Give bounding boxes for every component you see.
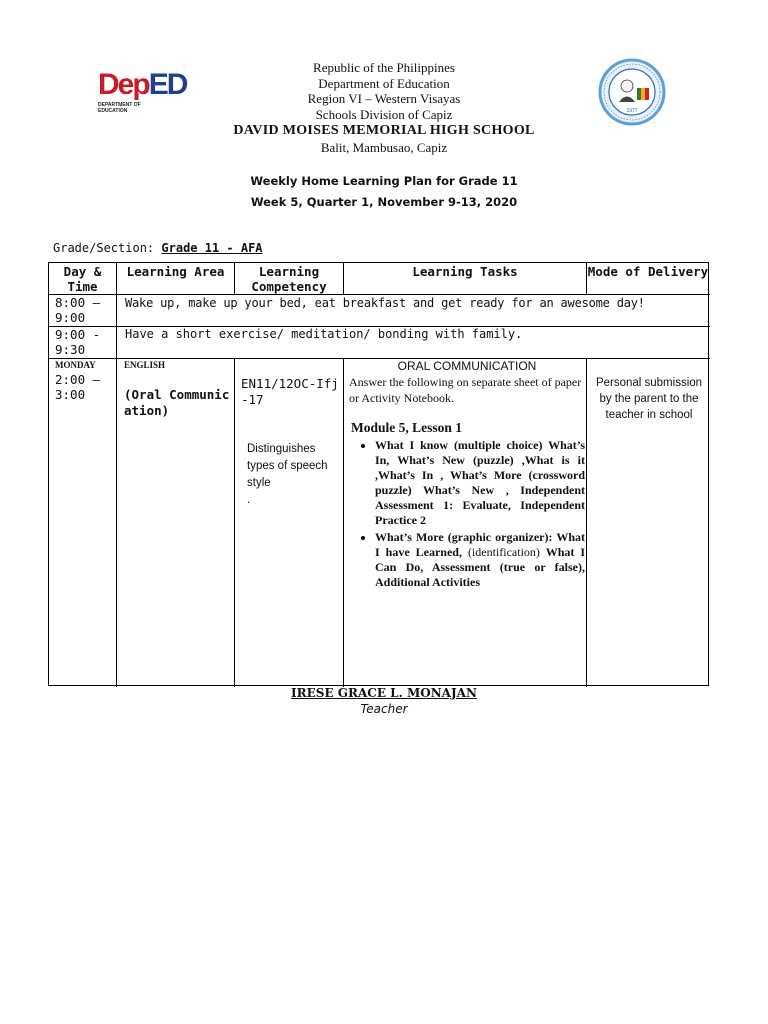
task-item-2c: What I Can Do, Assessment (true or false), Additional Activities: [375, 545, 586, 589]
competency-dot: .: [247, 494, 251, 506]
seal-year: 1977: [626, 108, 638, 114]
task-item-1: • What I know (multiple choice) What’s In, What’s New (puzzle) ,What is it ,What’s In , What’s More (crossword puzzle) What’s New , Independent Assessment 1: Evaluate, Independent Practice 2: [375, 438, 585, 528]
learning-plan-table: [48, 262, 709, 686]
row3-area-code: ENGLISH: [124, 360, 166, 370]
plan-title-block: [0, 171, 768, 213]
row3-competency-code: EN11/12OC-Ifj-17: [241, 376, 339, 407]
header-day-time: Day & Time: [63, 264, 102, 294]
header-mode-of-delivery: Mode of Delivery: [587, 264, 709, 279]
task-list: [349, 438, 585, 590]
grade-label: Grade/Section:: [53, 241, 155, 255]
header-line-1: Republic of the Philippines: [313, 60, 455, 75]
row3-area-name: (Oral Communication): [124, 387, 230, 418]
competency-desc-text: Distinguishes types of speech style: [247, 443, 328, 489]
header-learning-tasks: Learning Tasks: [412, 264, 518, 279]
task-instruction: Answer the following on separate sheet of paper or Activity Notebook.: [349, 375, 582, 405]
row1-time: 8:00 – 9:00: [55, 295, 101, 325]
header-learning-area: Learning Area: [126, 264, 225, 279]
header-line-3: Region VI – Western Visayas: [307, 91, 461, 106]
letterhead: [0, 60, 768, 156]
school-name: DAVID MOISES MEMORIAL HIGH SCHOOL: [233, 123, 535, 138]
module-label: Module 5, Lesson 1: [351, 420, 463, 435]
row3-competency-desc: [247, 441, 339, 509]
task-heading: ORAL COMMUNICATION: [397, 359, 537, 373]
plan-subtitle: Week 5, Quarter 1, November 9-13, 2020: [250, 195, 518, 209]
row3-tasks: [349, 359, 585, 592]
deped-logo-text: DepED: [98, 68, 187, 101]
school-address: Balit, Mambusao, Capiz: [320, 140, 448, 155]
grade-value: Grade 11 - AFA: [161, 241, 263, 255]
row2-time: 9:00 - 9:30: [55, 327, 101, 357]
grade-section: [53, 241, 263, 255]
task-item-2a: What’s More (graphic organizer): What I have Learned,: [375, 530, 585, 559]
header-learning-competency: Learning Competency: [251, 264, 327, 294]
header-line-4: Schools Division of Capiz: [315, 106, 453, 122]
deped-logo-subtext: DEPARTMENT OF EDUCATION: [98, 102, 141, 114]
row3-delivery: Personal submission by the parent to the teacher in school: [595, 377, 703, 421]
task-item-2: [375, 530, 585, 590]
teacher-role: Teacher: [360, 702, 408, 716]
task-item-2b: (identification): [467, 545, 540, 559]
signature-block: [0, 684, 768, 716]
teacher-name: IRESE GRACE L. MONAJAN: [291, 686, 477, 700]
row1-activity: Wake up, make up your bed, eat breakfast and get ready for an awesome day!: [125, 296, 645, 310]
row3-day: MONDAY: [55, 360, 96, 370]
row3-time: 2:00 – 3:00: [55, 372, 101, 402]
row2-activity: Have a short exercise/ meditation/ bonding with family.: [125, 327, 523, 341]
plan-title: Weekly Home Learning Plan for Grade 11: [250, 174, 518, 188]
header-line-2: Department of Education: [318, 75, 450, 91]
